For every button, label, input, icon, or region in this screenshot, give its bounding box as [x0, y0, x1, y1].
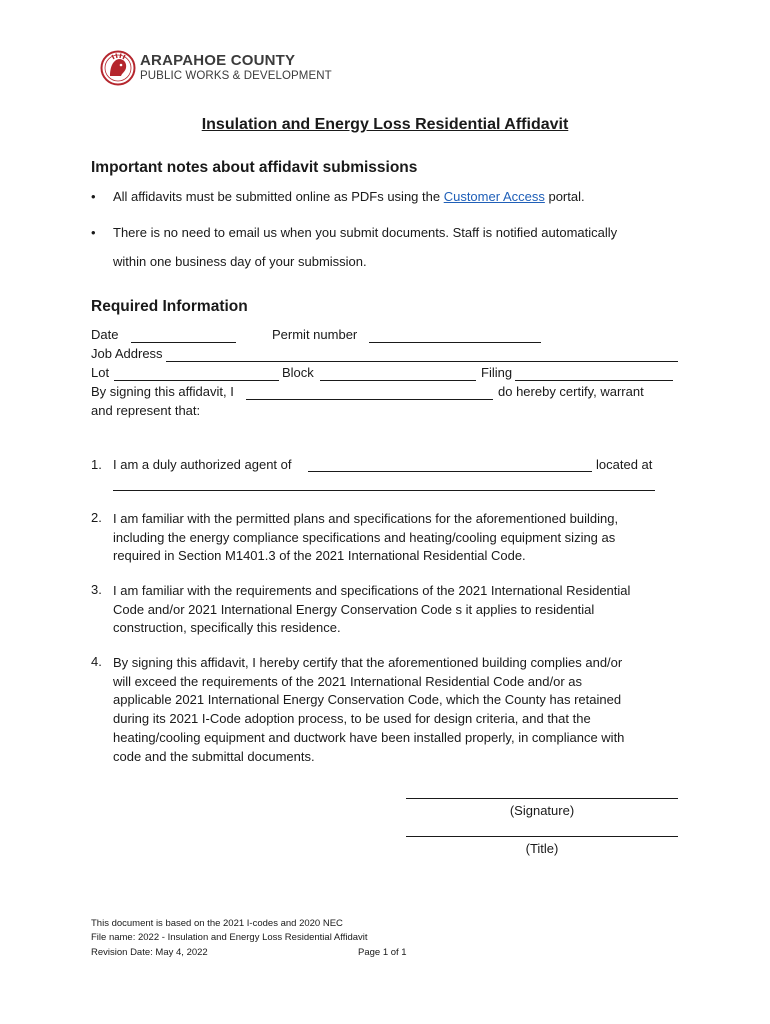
permit-number-field[interactable] — [369, 342, 541, 343]
lot-field[interactable] — [114, 380, 279, 381]
date-field[interactable] — [131, 342, 236, 343]
item-4-line: By signing this affidavit, I hereby certify that the aforementioned building complies and/or — [113, 655, 623, 670]
item-number: 4. — [91, 654, 102, 669]
filing-field[interactable] — [515, 380, 673, 381]
item-4-line: applicable 2021 International Energy Conservation Code, which the County has retained — [113, 692, 622, 708]
title-label: (Title) — [525, 841, 559, 856]
item-2-line: I am familiar with the permitted plans and specifications for the aforementioned building, — [113, 511, 619, 526]
item-2-line: including the energy compliance specifications and heating/cooling equipment sizing as — [113, 529, 616, 545]
document-title: Insulation and Energy Loss Residential Affidavit — [201, 116, 569, 133]
block-label: Block — [282, 365, 314, 380]
footer-filename: File name: 2022 - Insulation and Energy Loss Residential Affidavit — [91, 932, 368, 943]
permit-number-label: Permit number — [272, 327, 358, 342]
job-address-field[interactable] — [166, 361, 678, 362]
lot-label: Lot — [91, 365, 110, 380]
item-3-text — [113, 582, 683, 638]
signing-text-start: By signing this affidavit, I — [91, 384, 234, 399]
item-1-text: I am a duly authorized agent of — [113, 457, 292, 472]
item-number: 3. — [91, 582, 102, 597]
item-3-line: Code and/or 2021 International Energy Conservation Code s it applies to residential — [113, 601, 595, 617]
agent-of-field[interactable] — [308, 471, 592, 472]
footer-basis: This document is based on the 2021 I-codes and 2020 NEC — [91, 918, 343, 929]
item-4-line: code and the submittal documents. — [113, 748, 315, 764]
customer-access-link[interactable]: Customer Access — [443, 189, 545, 204]
signature-field[interactable] — [406, 798, 678, 799]
note-text: All affidavits must be submitted online as PDFs using the — [113, 189, 444, 204]
item-4-line: heating/cooling equipment and ductwork have been installed properly, in compliance with — [113, 729, 625, 745]
bullet-icon: • — [91, 189, 96, 204]
bullet-icon: • — [91, 225, 96, 240]
note-item-2-line-1: There is no need to email us when you submit documents. Staff is notified automatically — [113, 225, 618, 240]
footer-page-number: Page 1 of 1 — [358, 947, 407, 958]
required-heading: Required Information — [91, 298, 248, 315]
notes-heading: Important notes about affidavit submissions — [91, 159, 418, 176]
signing-text-end: do hereby certify, warrant — [498, 384, 644, 399]
signature-label: (Signature) — [509, 803, 575, 818]
item-2-text — [113, 510, 683, 566]
org-department: PUBLIC WORKS & DEVELOPMENT — [140, 70, 332, 82]
org-name: ARAPAHOE COUNTY — [140, 52, 296, 69]
signing-text-line-2: and represent that: — [91, 403, 201, 418]
item-4-text — [113, 654, 683, 766]
job-address-label: Job Address — [91, 346, 163, 361]
item-2-line: required in Section M1401.3 of the 2021 International Residential Code. — [113, 548, 526, 564]
item-number: 1. — [91, 457, 102, 472]
item-4-line: during its 2021 I-Code adoption process, to be used for design criteria, and that the — [113, 711, 591, 727]
item-3-line: construction, specifically this residence. — [113, 620, 341, 636]
note-item-1 — [113, 189, 585, 204]
item-4-line: will exceed the requirements of the 2021 International Residential Code and/or as — [113, 673, 583, 689]
date-label: Date — [91, 327, 119, 342]
item-3-line: I am familiar with the requirements and specifications of the 2021 International Residential — [113, 583, 631, 598]
note-item-2-line-2: within one business day of your submission. — [113, 254, 367, 269]
title-field[interactable] — [406, 836, 678, 837]
footer-revision-date: Revision Date: May 4, 2022 — [91, 947, 208, 958]
filing-label: Filing — [481, 365, 513, 380]
item-number: 2. — [91, 510, 102, 525]
item-1-located-at: located at — [596, 457, 653, 472]
location-field[interactable] — [113, 490, 655, 491]
county-seal-icon — [100, 50, 136, 86]
header-logo — [100, 50, 340, 90]
block-field[interactable] — [320, 380, 476, 381]
affiant-name-field[interactable] — [246, 399, 493, 400]
note-text: portal. — [544, 189, 585, 204]
